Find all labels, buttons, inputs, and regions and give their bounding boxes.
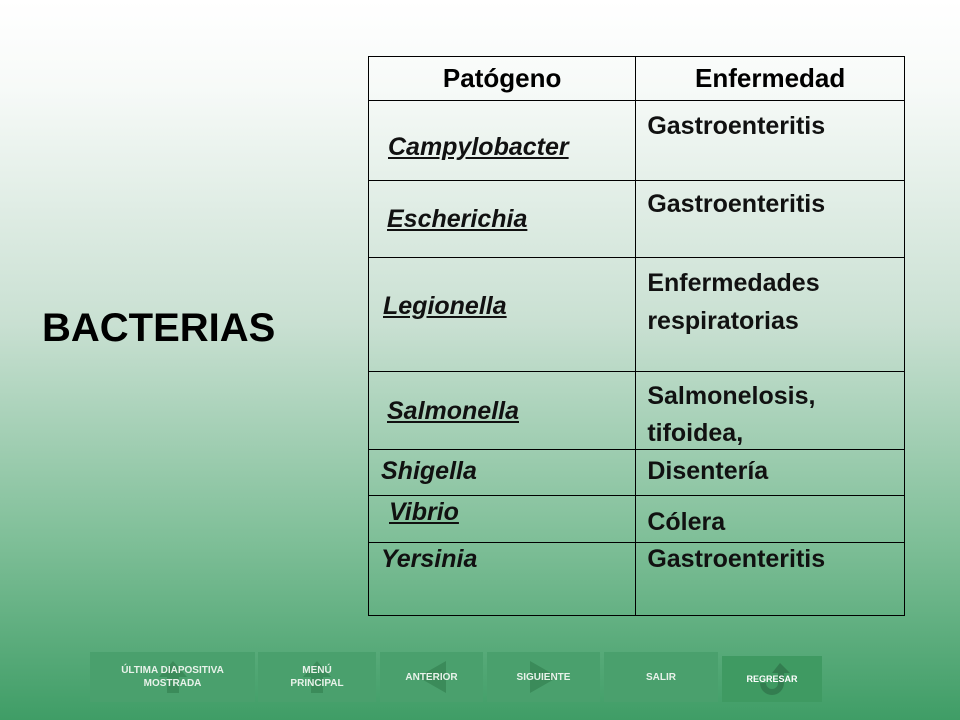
table-row: [369, 496, 905, 543]
pathogen-link-escherichia[interactable]: Escherichia: [387, 205, 528, 233]
next-button[interactable]: [487, 652, 600, 702]
header-pathogen: Patógeno: [369, 57, 636, 101]
table-header-row: [369, 57, 905, 101]
return-button[interactable]: [722, 656, 822, 702]
disease-text: Gastroenteritis: [647, 112, 826, 140]
disease-text: Gastroenteritis: [647, 190, 826, 218]
table-row: [369, 543, 905, 616]
pathogen-link-salmonella[interactable]: Salmonella: [387, 397, 519, 425]
pathogen-link-vibrio[interactable]: Vibrio: [389, 498, 459, 526]
disease-text: Gastroenteritis: [647, 545, 826, 573]
exit-label: SALIR: [646, 671, 676, 683]
table-row: [369, 181, 905, 258]
table-row: [369, 258, 905, 372]
pathogen-text-shigella: Shigella: [381, 457, 477, 485]
exit-button[interactable]: [604, 652, 718, 702]
table-row: [369, 372, 905, 450]
disease-text-line2: tifoidea,: [647, 419, 744, 447]
header-disease: Enfermedad: [636, 57, 905, 101]
slide-title: BACTERIAS: [42, 306, 276, 350]
disease-text-line1: Enfermedades: [647, 269, 820, 297]
main-menu-label-line1: MENÚ: [302, 665, 332, 676]
last-slide-button[interactable]: [90, 652, 255, 702]
main-menu-label-line2: PRINCIPAL: [290, 678, 344, 689]
main-menu-button[interactable]: [258, 652, 376, 702]
previous-label: ANTERIOR: [405, 671, 458, 683]
disease-text-line2: respiratorias: [647, 307, 799, 335]
previous-button[interactable]: [380, 652, 483, 702]
next-label: SIGUIENTE: [516, 671, 571, 683]
table-row: [369, 450, 905, 496]
disease-text-line1: Salmonelosis,: [647, 382, 816, 410]
pathogen-table: [368, 56, 905, 616]
last-slide-label-line2: MOSTRADA: [143, 678, 202, 689]
disease-text: Cólera: [647, 508, 726, 536]
disease-text: Disentería: [647, 457, 769, 485]
table-row: [369, 101, 905, 181]
pathogen-link-legionella[interactable]: Legionella: [383, 292, 507, 320]
pathogen-link-campylobacter[interactable]: Campylobacter: [388, 133, 569, 161]
last-slide-label-line1: ÚLTIMA DIAPOSITIVA: [121, 665, 224, 676]
pathogen-text-yersinia: Yersinia: [381, 545, 478, 573]
return-label: REGRESAR: [746, 673, 798, 684]
